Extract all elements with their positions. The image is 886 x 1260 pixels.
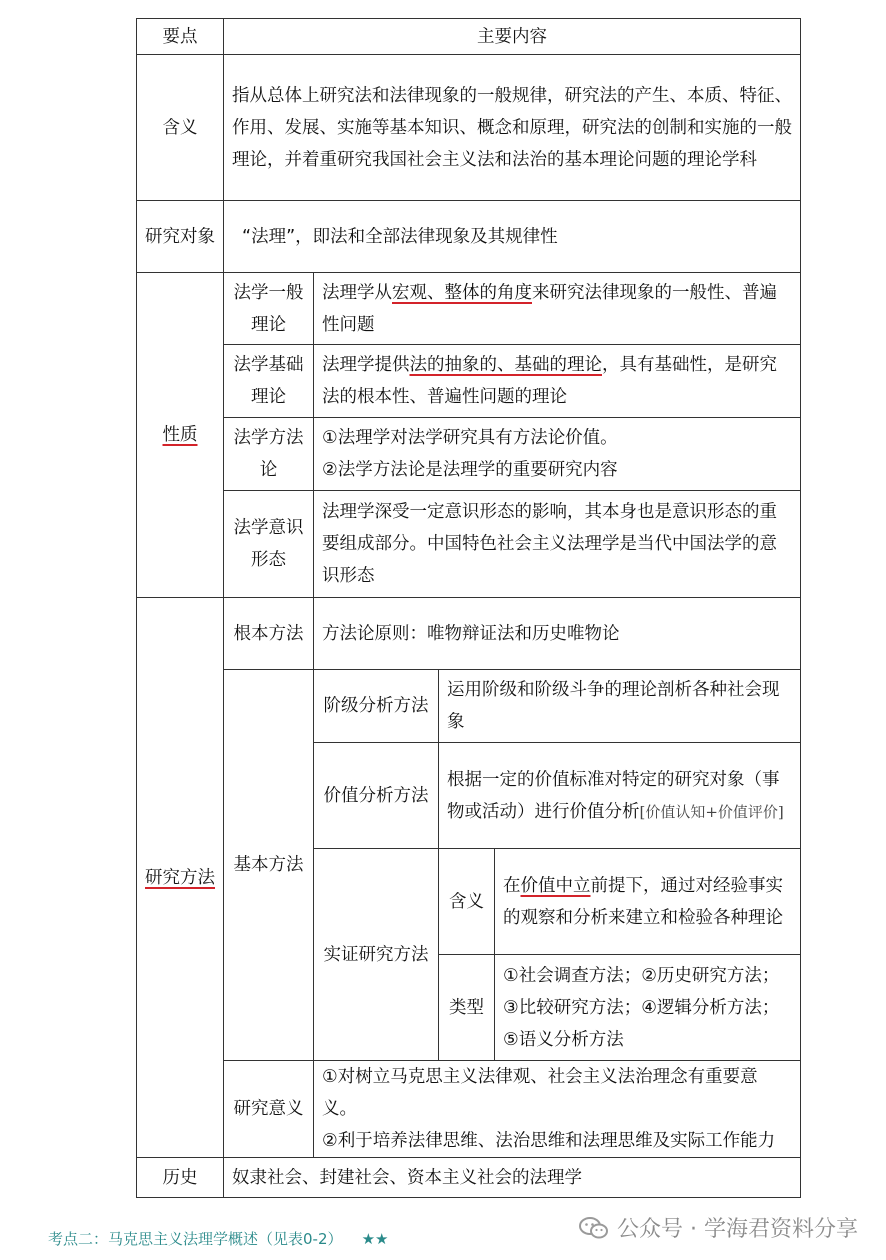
meaning-row	[137, 55, 801, 201]
value-analysis-content: 根据一定的价值标准对特定的研究对象（事物或活动）进行价值分析[价值认知+价值评价]	[439, 743, 801, 849]
methods-label: 研究方法	[145, 867, 215, 888]
nature-row-2	[137, 345, 801, 418]
nature-basic-label: 法学基础理论	[224, 345, 314, 418]
nature-row-3	[137, 418, 801, 491]
history-content: 奴隶社会、封建社会、资本主义社会的法理学	[224, 1158, 801, 1198]
watermark-text: 公众号 · 学海君资料分享	[617, 1217, 858, 1242]
object-row	[137, 201, 801, 273]
empirical-meaning-content: 在价值中立前提下，通过对经验事实的观察和分析来建立和检验各种理论	[495, 849, 801, 955]
empirical-meaning-label: 含义	[439, 849, 495, 955]
watermark	[579, 1212, 858, 1243]
footer-caption: 考点二：马克思主义法理学概述（见表0-2） ★★	[48, 1230, 389, 1248]
meaning-content: 指从总体上研究法和法律现象的一般规律，研究法的产生、本质、特征、作用、发展、实施等基本知识、概念和原理，研究法的创制和实施的一般理论，并着重研究我国社会主义法和法治的基本理论问题的理论学科	[224, 55, 801, 201]
significance-row	[137, 1061, 801, 1158]
fundamental-label: 根本方法	[224, 598, 314, 670]
significance-label: 研究意义	[224, 1061, 314, 1158]
empirical-types-content: ①社会调查方法；②历史研究方法；③比较研究方法；④逻辑分析方法；⑤语义分析方法	[495, 955, 801, 1061]
nature-label: 性质	[162, 425, 198, 445]
nature-row-1	[137, 273, 801, 345]
nature-ideology-content: 法理学深受一定意识形态的影响，其本身也是意识形态的重要组成部分。中国特色社会主义法理学是当代中国法学的意识形态	[314, 491, 801, 598]
value-analysis-label: 价值分析方法	[314, 743, 439, 849]
nature-method-label: 法学方法论	[224, 418, 314, 491]
value-neutral-highlight: 价值中立	[520, 875, 591, 896]
empirical-types-label: 类型	[439, 955, 495, 1061]
history-row	[137, 1158, 801, 1198]
nature-general-label: 法学一般理论	[224, 273, 314, 345]
class-analysis-label: 阶级分析方法	[314, 670, 439, 743]
fundamental-content: 方法论原则：唯物辩证法和历史唯物论	[314, 598, 801, 670]
methods-row-fundamental	[137, 598, 801, 670]
methods-row-class	[137, 670, 801, 743]
significance-content: ①对树立马克思主义法律观、社会主义法治理念有重要意义。 ②利于培养法律思维、法治思维和法理思维及实际工作能力	[314, 1061, 801, 1158]
importance-stars: ★★	[361, 1230, 389, 1248]
wechat-icon	[579, 1216, 609, 1240]
value-analysis-note: [价值认知+价值评价]	[639, 802, 784, 821]
nature-ideology-label: 法学意识形态	[224, 491, 314, 598]
nature-basic-content: 法理学提供法的抽象的、基础的理论，具有基础性，是研究法的根本性、普遍性问题的理论	[314, 345, 801, 418]
nature-row-4	[137, 491, 801, 598]
basic-label: 基本方法	[224, 670, 314, 1061]
object-content: “法理”，即法和全部法律现象及其规律性	[224, 201, 801, 273]
nature-basic-highlight: 法的抽象的、基础的理论	[409, 355, 602, 375]
law-theory-table	[136, 18, 801, 1198]
nature-general-highlight: 宏观、整体的角度	[392, 282, 532, 303]
empirical-label: 实证研究方法	[314, 849, 439, 1061]
class-analysis-content: 运用阶级和阶级斗争的理论剖析各种社会现象	[439, 670, 801, 743]
nature-general-content: 法理学从宏观、整体的角度来研究法律现象的一般性、普遍性问题	[314, 273, 801, 345]
meaning-label: 含义	[137, 55, 224, 201]
object-label: 研究对象	[137, 201, 224, 273]
header-row	[137, 19, 801, 55]
nature-method-content: ①法理学对法学研究具有方法论价值。 ②法学方法论是法理学的重要研究内容	[314, 418, 801, 491]
history-label: 历史	[137, 1158, 224, 1198]
header-col1: 要点	[137, 19, 224, 55]
header-col2: 主要内容	[224, 19, 801, 55]
